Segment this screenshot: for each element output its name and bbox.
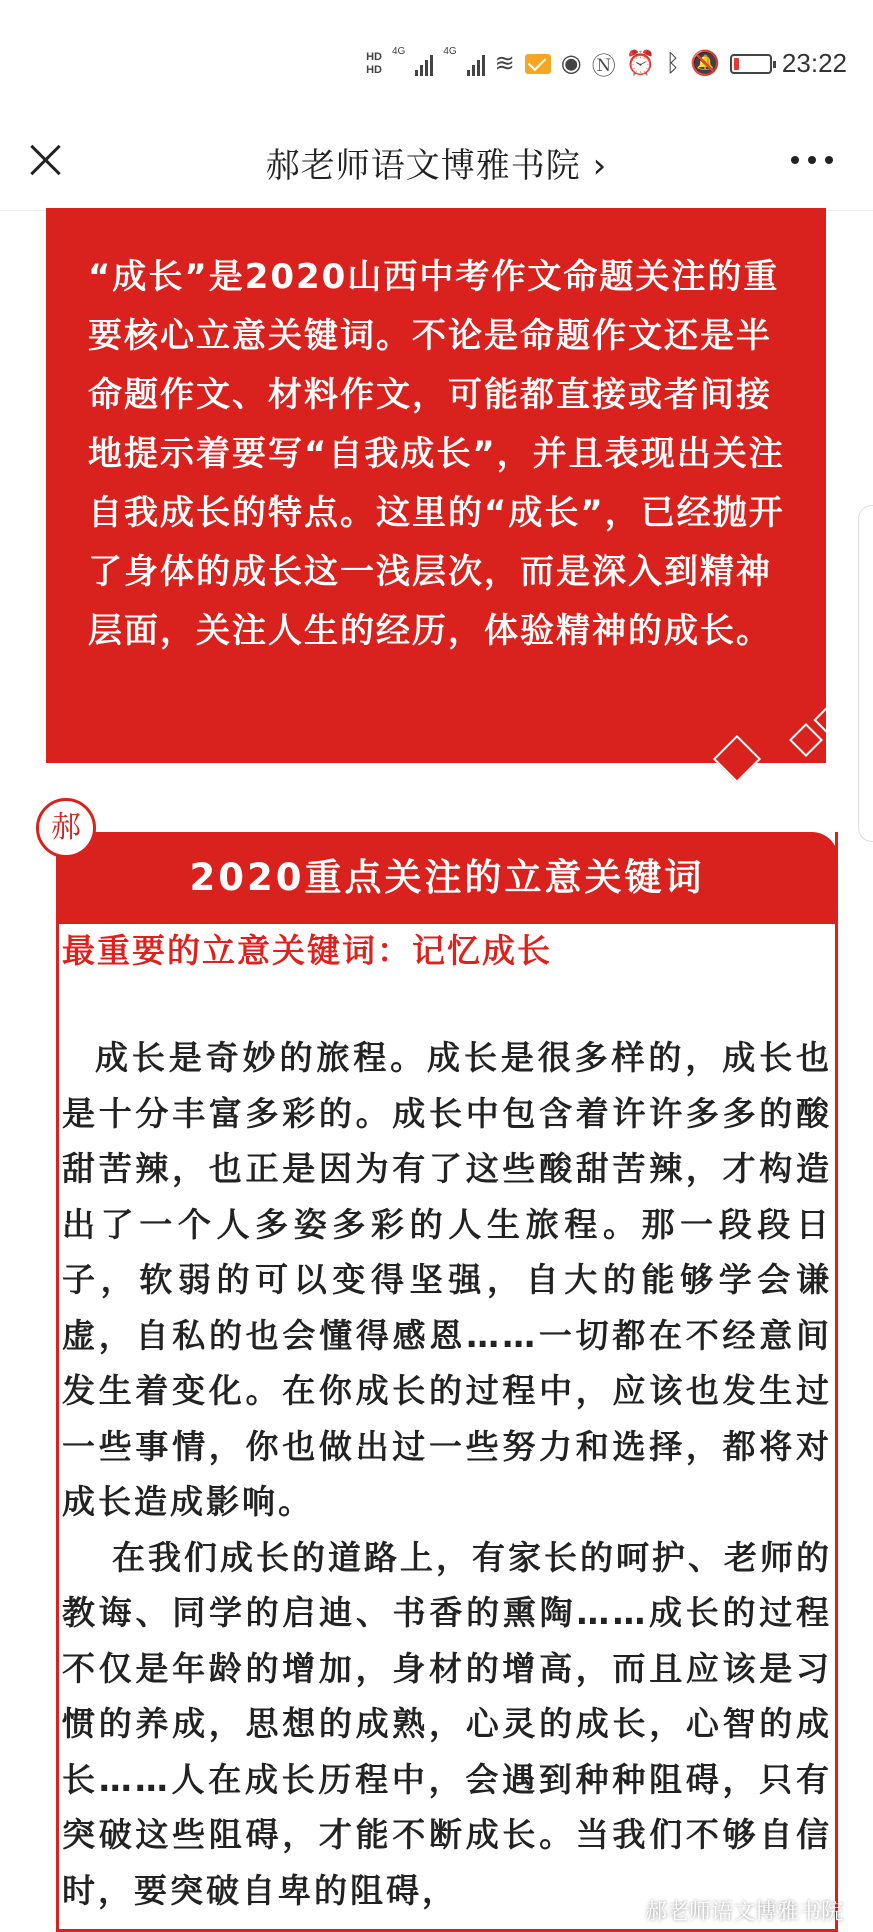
battery-icon <box>730 54 772 74</box>
article-body <box>62 1030 832 1918</box>
diamond-decoration <box>813 697 858 742</box>
logo-badge: 郝 <box>36 798 96 858</box>
diamond-decoration <box>789 723 823 757</box>
diamond-decoration <box>713 735 761 783</box>
card-header <box>56 832 838 924</box>
network-type-1: 4G <box>391 46 406 57</box>
paragraph: 成长是奇妙的旅程。成长是很多样的，成长也是十分丰富多彩的。成长中包含着许许多多的酸甜苦辣，也正是因为有了这些酸甜苦辣，才构造出了一个人多姿多彩的人生旅程。那一段段日子，软弱的可以变得坚强，自大的能够学会谦虚，自私的也会懂得感恩……一切都在不经意间发生着变化。在你成长的过程中，应该也发生过一些事情，你也做出过一些努力和选择，都将对成长造成影响。 <box>62 1038 832 1521</box>
status-icons <box>366 46 847 81</box>
card-header-title: 2020重点关注的立意关键词 <box>189 856 705 899</box>
wechat-icon <box>615 1903 639 1919</box>
clock: 23:22 <box>781 48 847 78</box>
intro-text: “成长”是2020山西中考作文命题关注的重要核心立意关键词。不论是命题作文还是半命题作文、材料作文，可能都直接或者间接地提示着要写“自我成长”，并且表现出关注自我成长的特点。这里的“成长”，已经抛开了身体的成长这一浅层次，而是深入到精神层面，关注人生的经历，体验精神的成长。 <box>88 257 785 651</box>
side-decoration <box>858 505 873 842</box>
wifi-icon: ≋ <box>494 50 515 77</box>
bluetooth-icon: ᛒ <box>665 49 681 77</box>
alarm-icon: ⏰ <box>625 50 656 77</box>
hd-label-1: HD <box>366 50 382 63</box>
nav-bar <box>0 120 873 211</box>
eye-icon: ◉ <box>560 50 582 77</box>
intro-block <box>46 208 826 763</box>
status-bar <box>0 0 873 120</box>
mute-icon: 🔕 <box>690 50 720 77</box>
battery-level <box>734 58 739 70</box>
message-icon <box>525 54 551 74</box>
more-icon[interactable] <box>791 156 833 164</box>
watermark-text: 郝老师语文博雅书院 <box>644 1900 843 1925</box>
nfc-icon: Ⓝ <box>591 53 616 80</box>
hd-icon <box>366 51 382 77</box>
account-title[interactable]: 郝老师语文博雅书院 › <box>265 146 608 186</box>
network-type-2: 4G <box>443 46 457 57</box>
paragraph: 在我们成长的道路上，有家长的呵护、老师的教诲、同学的启迪、书香的熏陶……成长的过程不仅是年龄的增加，身材的增高，而且应该是习惯的养成，思想的成熟，心灵的成长，心智的成长……人在成长历程中，会遇到种种阻碍，只有突破这些阻碍，才能不断成长。当我们不够自信时，要突破自卑的阻碍， <box>62 1537 832 1910</box>
section-subhead: 最重要的立意关键词：记忆成长 <box>62 931 552 970</box>
signal-icon-2 <box>467 52 485 76</box>
signal-icon <box>415 52 433 76</box>
watermark <box>615 1895 843 1926</box>
hd-label-2: HD <box>366 63 382 76</box>
